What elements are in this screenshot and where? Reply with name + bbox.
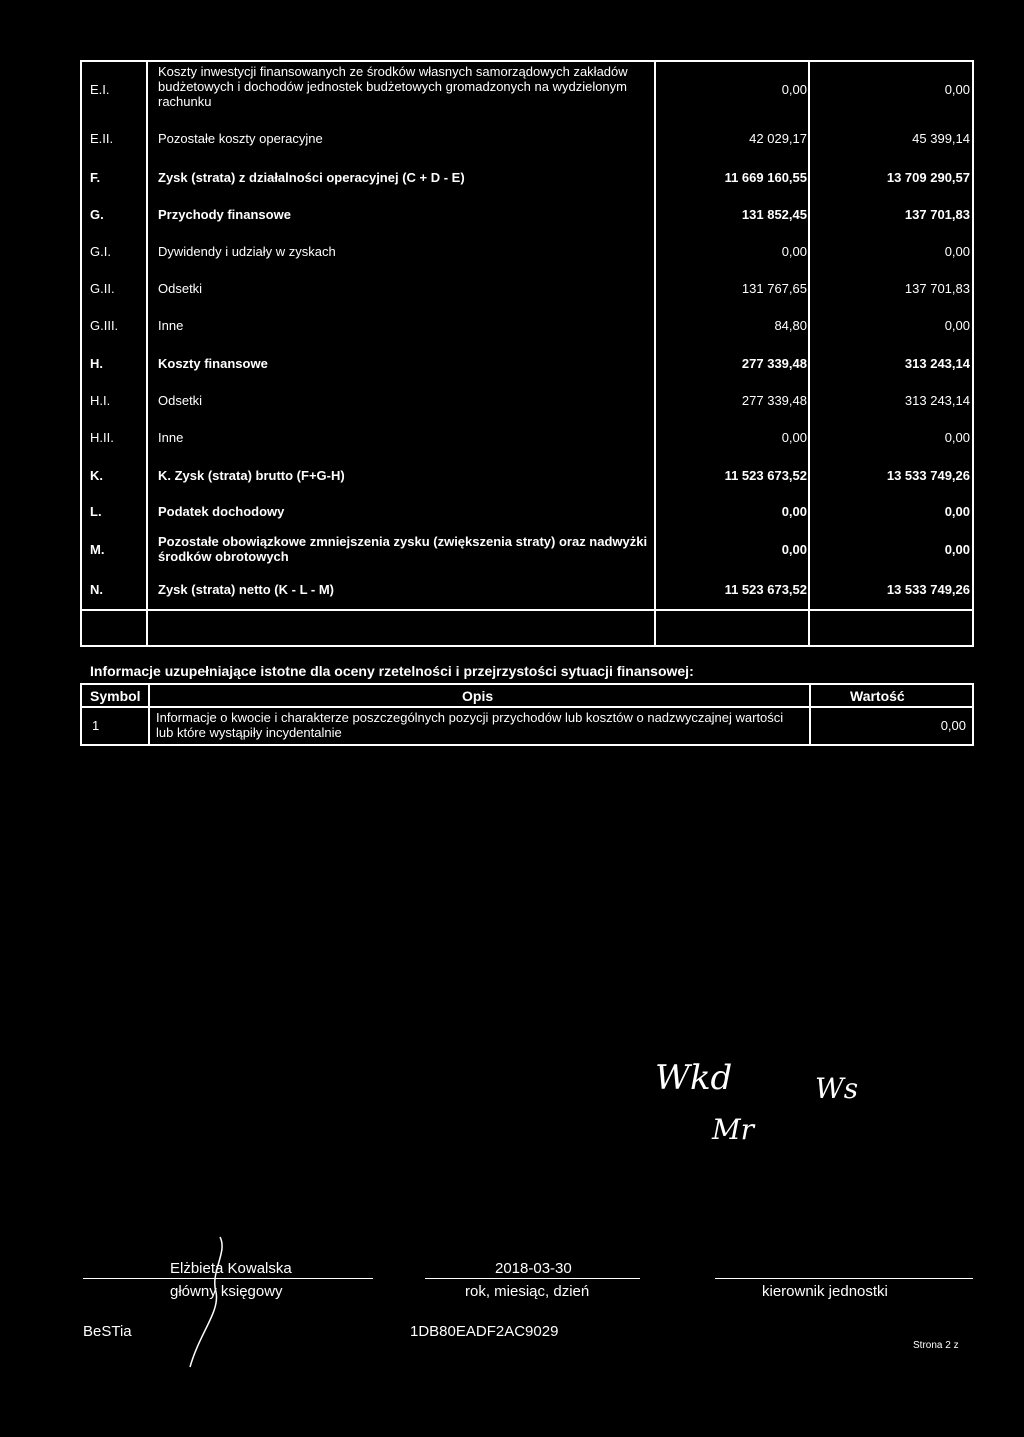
row-code: G.I. <box>90 243 111 259</box>
row-value-curr: 137 701,83 <box>904 280 970 296</box>
row-value-prev: 42 029,17 <box>749 131 807 146</box>
row-code: H. <box>90 355 103 371</box>
row-value-curr: 13 709 290,57 <box>886 170 970 185</box>
head-caption: kierownik jednostki <box>762 1283 888 1300</box>
signer-name: Elżbieta Kowalska <box>170 1260 292 1277</box>
table-row <box>82 62 972 118</box>
row-name: Odsetki <box>158 280 203 296</box>
row-name: Dywidendy i udziały w zyskach <box>158 243 336 259</box>
row-name: Podatek dochodowy <box>158 504 285 519</box>
row-code: G.III. <box>90 318 119 333</box>
table-row <box>82 307 972 345</box>
table-row <box>82 529 972 571</box>
column-divider <box>148 685 150 744</box>
row-code: F. <box>90 170 101 185</box>
info-value: 0,00 <box>940 718 966 733</box>
table-row <box>82 160 972 196</box>
signature-line-right <box>715 1278 973 1279</box>
row-code: G.II. <box>90 280 115 296</box>
row-divider <box>82 706 972 708</box>
row-code: H.I. <box>90 393 111 408</box>
date-caption: rok, miesiąc, dzień <box>465 1283 590 1300</box>
row-value-prev: 277 339,48 <box>741 355 807 371</box>
financial-table <box>80 60 974 647</box>
table-row <box>82 382 972 420</box>
row-code: N. <box>90 582 103 597</box>
table-row <box>82 233 972 270</box>
row-value-curr: 137 701,83 <box>904 206 970 222</box>
row-value-curr: 0,00 <box>944 504 970 519</box>
row-value-curr: 13 533 749,26 <box>886 582 970 597</box>
row-value-prev: 0,00 <box>781 243 807 259</box>
row-code: L. <box>90 504 102 519</box>
row-name: Koszty finansowe <box>158 355 268 371</box>
signer-role: główny księgowy <box>170 1283 283 1300</box>
row-name: Odsetki <box>158 393 203 408</box>
row-value-curr: 0,00 <box>944 542 970 557</box>
row-name: Pozostałe obowiązkowe zmniejszenia zysku (zwiększenia straty) oraz nadwyżki środków obrotowych <box>158 534 648 564</box>
row-value-prev: 0,00 <box>781 82 807 97</box>
handwritten-signature: Mr <box>712 1113 755 1146</box>
info-description: Informacje o kwocie i charakterze poszczególnych pozycji przychodów lub kosztów o nadzwyczajnej wartości lub które wystąpiły incydentalnie <box>156 710 784 740</box>
table-row <box>82 345 972 382</box>
row-name: Zysk (strata) z działalności operacyjnej (C + D - E) <box>158 170 465 185</box>
signature-date: 2018-03-30 <box>495 1260 572 1277</box>
signature-line-middle <box>425 1278 640 1279</box>
table-row <box>82 196 972 233</box>
row-code: E.I. <box>90 82 110 97</box>
row-value-curr: 0,00 <box>944 82 970 97</box>
wartosc-header: Wartość <box>850 688 905 704</box>
row-name: Pozostałe koszty operacyjne <box>158 131 323 146</box>
row-name: K. Zysk (strata) brutto (F+G-H) <box>158 467 345 483</box>
row-value-prev: 11 523 673,52 <box>724 582 807 597</box>
table-row <box>82 456 972 495</box>
row-value-prev: 131 767,65 <box>741 280 807 296</box>
row-value-prev: 0,00 <box>781 430 807 445</box>
table-row <box>82 571 972 609</box>
row-value-prev: 11 669 160,55 <box>724 170 807 185</box>
row-divider <box>82 609 972 611</box>
handwritten-signature: Ws <box>815 1072 859 1105</box>
symbol-header: Symbol <box>90 688 141 704</box>
row-value-curr: 45 399,14 <box>912 131 970 146</box>
row-value-prev: 0,00 <box>781 542 807 557</box>
info-table <box>80 683 974 746</box>
row-name: Inne <box>158 430 184 445</box>
row-value-curr: 0,00 <box>944 318 970 333</box>
info-title: Informacje uzupełniające istotne dla oceny rzetelności i przejrzystości sytuacji finansowej: <box>90 663 694 679</box>
row-value-curr: 0,00 <box>944 430 970 445</box>
table-row <box>82 495 972 529</box>
row-value-curr: 13 533 749,26 <box>886 467 970 483</box>
row-code: G. <box>90 206 104 222</box>
row-code: H.II. <box>90 430 114 445</box>
row-name: Zysk (strata) netto (K - L - M) <box>158 582 334 597</box>
row-code: K. <box>90 467 103 483</box>
row-value-prev: 277 339,48 <box>741 393 807 408</box>
row-code: M. <box>90 542 105 557</box>
table-row <box>82 120 972 158</box>
row-value-curr: 0,00 <box>944 243 970 259</box>
row-value-prev: 11 523 673,52 <box>724 467 807 483</box>
info-symbol: 1 <box>92 718 100 733</box>
page-number: Strona 2 z <box>913 1340 959 1351</box>
column-divider <box>809 685 811 744</box>
row-value-prev: 84,80 <box>774 318 807 333</box>
table-row <box>82 420 972 456</box>
signature-stroke <box>180 1232 240 1372</box>
row-value-curr: 313 243,14 <box>904 393 970 408</box>
document-code: 1DB80EADF2AC9029 <box>410 1323 559 1340</box>
handwritten-signature: Wkd <box>655 1058 733 1098</box>
opis-header: Opis <box>462 688 494 704</box>
row-value-prev: 0,00 <box>781 504 807 519</box>
row-value-curr: 313 243,14 <box>904 355 970 371</box>
row-code: E.II. <box>90 131 114 146</box>
table-row <box>82 270 972 307</box>
signature-line-left <box>83 1278 373 1279</box>
row-name: Koszty inwestycji finansowanych ze środków własnych samorządowych zakładów budżetowych i dochodów jednostek budżetowych gromadzonych na wydzielonym rachunku <box>158 64 628 109</box>
software-brand: BeSTia <box>83 1323 132 1340</box>
row-name: Przychody finansowe <box>158 206 291 222</box>
row-value-prev: 131 852,45 <box>741 206 807 222</box>
row-name: Inne <box>158 318 184 333</box>
